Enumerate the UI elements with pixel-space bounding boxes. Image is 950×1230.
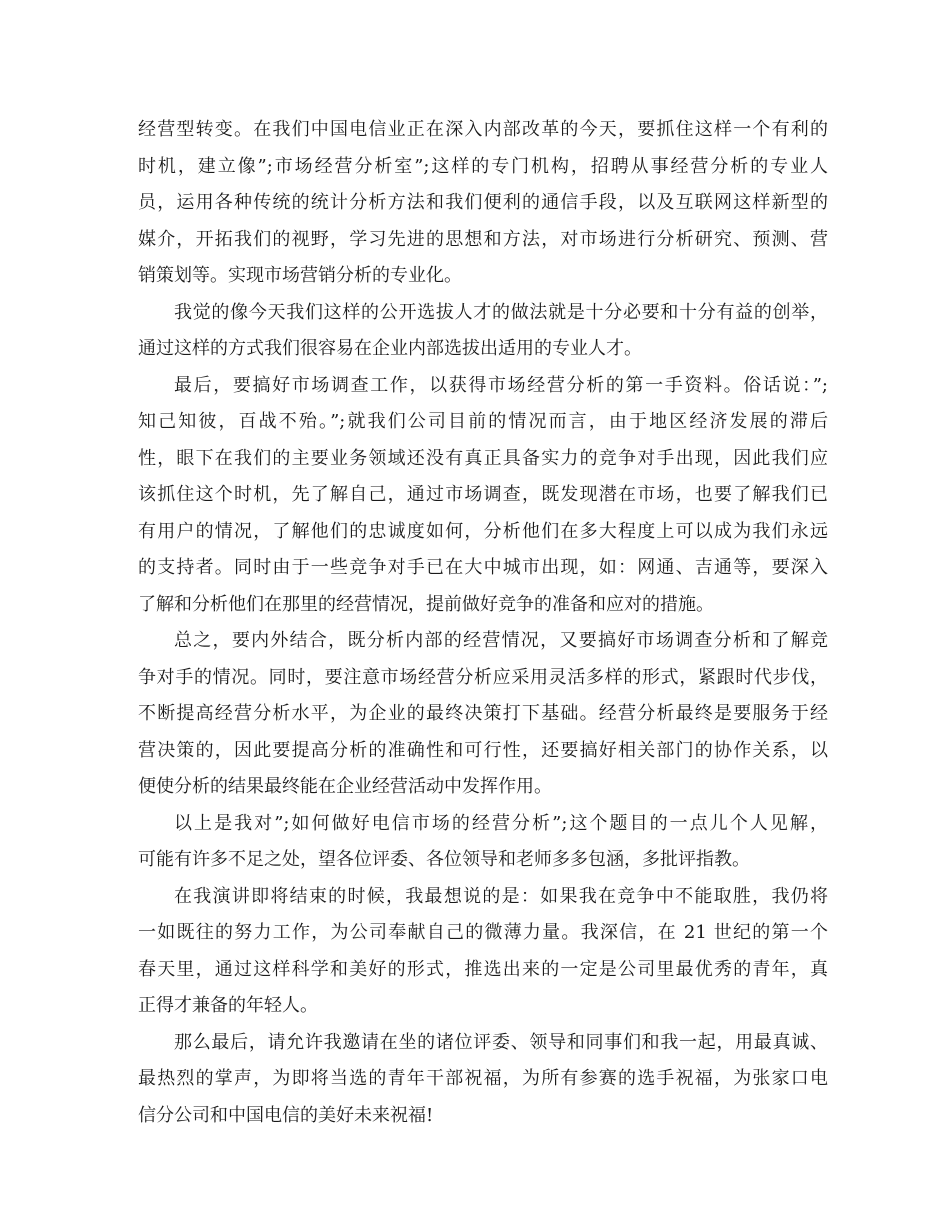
text-line: 可能有许多不足之处，望各位评委、各位领导和老师多多包涵，多批评指教。 xyxy=(138,849,750,870)
paragraph xyxy=(138,295,828,368)
text-line: 该抓住这个时机，先了解自己，通过市场调查，既发现潜在市场，也要了解我们已 xyxy=(138,484,828,505)
text-line: 有用户的情况，了解他们的忠诚度如何，分析他们在多大程度上可以成为我们永远 xyxy=(138,520,828,542)
text-line: 便使分析的结果最终能在企业经营活动中发挥作用。 xyxy=(138,776,552,797)
text-line: 了解和分析他们在那里的经营情况，提前做好竞争的准备和应对的措施。 xyxy=(138,593,714,615)
text-line: 营决策的，因此要提高分析的准确性和可行性，还要搞好相关部门的协作关系，以 xyxy=(138,739,828,761)
text-line: 春天里，通过这样科学和美好的形式，推选出来的一定是公司里最优秀的青年，真 xyxy=(138,958,828,980)
paragraph xyxy=(138,806,828,879)
text-line: 销策划等。实现市场营销分析的专业化。 xyxy=(138,265,462,286)
text-line: 信分公司和中国电信的美好未来祝福! xyxy=(138,1104,434,1126)
paragraph xyxy=(138,368,828,624)
text-line: 时机，建立像”;市场经营分析室”;这样的专门机构，招聘从事经营分析的专业人 xyxy=(138,155,828,177)
text-line: 最热烈的掌声，为即将当选的青年干部祝福，为所有参赛的选手祝福，为张家口电 xyxy=(138,1068,828,1089)
document-body xyxy=(138,112,828,1134)
text-line: 媒介，开拓我们的视野，学习先进的思想和方法，对市场进行分析研究、预测、营 xyxy=(138,228,828,250)
paragraph xyxy=(138,1025,828,1135)
text-line: 经营型转变。在我们中国电信业正在深入内部改革的今天，要抓住这样一个有利的 xyxy=(138,119,828,140)
text-line: 知己知彼，百战不殆。”;就我们公司目前的情况而言，由于地区经济发展的滞后 xyxy=(138,411,828,432)
text-line: 的支持者。同时由于一些竞争对手已在大中城市出现，如：网通、吉通等，要深入 xyxy=(138,557,828,578)
text-line: 最后，要搞好市场调查工作，以获得市场经营分析的第一手资料。俗话说：”; xyxy=(174,374,828,396)
paragraph xyxy=(138,112,828,295)
text-line: 性，眼下在我们的主要业务领域还没有真正具备实力的竞争对手出现，因此我们应 xyxy=(138,447,828,469)
text-line: 通过这样的方式我们很容易在企业内部选拔出适用的专业人才。 xyxy=(138,338,642,359)
text-line: 那么最后，请允许我邀请在坐的诸位评委、领导和同事们和我一起，用最真诚、 xyxy=(174,1031,828,1053)
paragraph xyxy=(138,623,828,806)
text-line: 争对手的情况。同时，要注意市场经营分析应采用灵活多样的形式，紧跟时代步伐， xyxy=(138,666,828,688)
text-line: 总之，要内外结合，既分析内部的经营情况，又要搞好市场调查分析和了解竞 xyxy=(174,630,828,651)
text-line: 不断提高经营分析水平，为企业的最终决策打下基础。经营分析最终是要服务于经 xyxy=(138,703,828,724)
text-line: 一如既往的努力工作，为公司奉献自己的微薄力量。我深信，在 21 世纪的第一个 xyxy=(138,922,828,943)
text-line: 正得才兼备的年轻人。 xyxy=(138,995,318,1016)
text-line: 在我演讲即将结束的时候，我最想说的是：如果我在竞争中不能取胜，我仍将 xyxy=(174,885,828,907)
text-line: 员，运用各种传统的统计分析方法和我们便利的通信手段，以及互联网这样新型的 xyxy=(138,192,828,213)
paragraph xyxy=(138,879,828,1025)
text-line: 我觉的像今天我们这样的公开选拔人才的做法就是十分必要和十分有益的创举， xyxy=(174,301,828,323)
text-line: 以上是我对”;如何做好电信市场的经营分析”;这个题目的一点儿个人见解， xyxy=(174,812,828,834)
